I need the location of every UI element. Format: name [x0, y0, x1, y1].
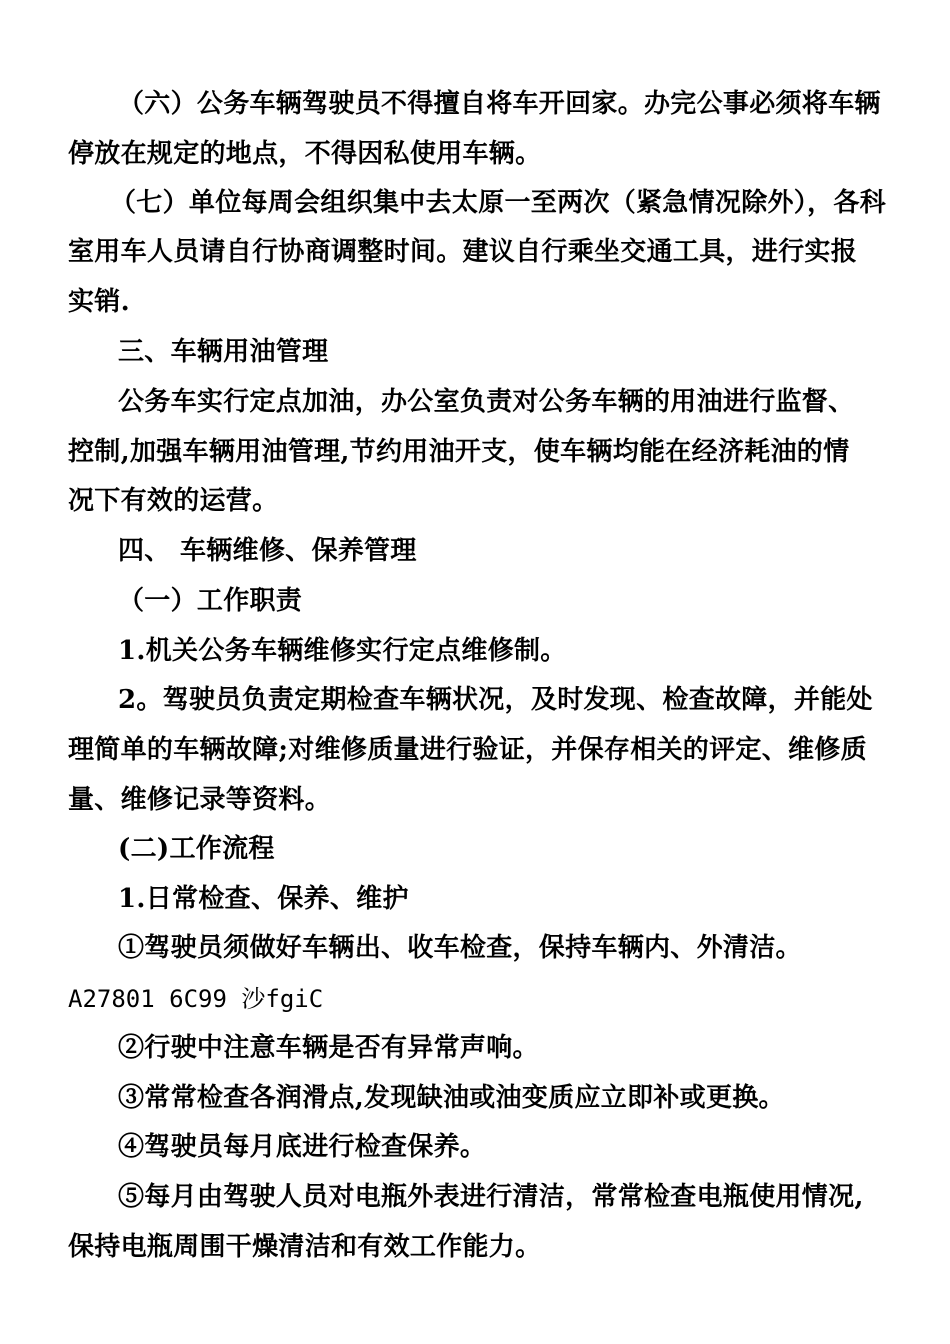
paragraph-line: 公务车实行定点加油，办公室负责对公务车辆的用油进行监督、 [118, 387, 855, 417]
paragraph-line: （七）单位每周会组织集中去太原一至两次（紧急情况除外），各科 [110, 188, 887, 218]
subsection-heading: (二)工作流程 [118, 834, 275, 864]
paragraph-line: ③常常检查各润滑点,发现缺油或油变质应立即补或更换。 [118, 1083, 785, 1113]
paragraph-line: ①驾驶员须做好车辆出、收车检查，保持车辆内、外清洁。 [118, 933, 802, 963]
paragraph-line: 2。驾驶员负责定期检查车辆状况，及时发现、检查故障，并能处 [118, 685, 873, 715]
paragraph-line: 况下有效的运营。 [68, 486, 279, 516]
paragraph-line: 保持电瓶周围干燥清洁和有效工作能力。 [68, 1232, 542, 1262]
paragraph-line: （六）公务车辆驾驶员不得擅自将车开回家。办完公事必须将车辆 [118, 89, 881, 119]
paragraph-line: 室用车人员请自行协商调整时间。建议自行乘坐交通工具，进行实报 [68, 237, 858, 267]
section-heading: 四、 车辆维修、保养管理 [118, 536, 417, 566]
paragraph-line: 量、维修记录等资料。 [68, 785, 332, 815]
paragraph-line: 理简单的车辆故障;对维修质量进行验证，并保存相关的评定、维修质 [68, 735, 867, 765]
paragraph-line: ②行驶中注意车辆是否有异常声响。 [118, 1033, 539, 1063]
paragraph-line: 控制,加强车辆用油管理,节约用油开支，使车辆均能在经济耗油的情 [68, 437, 850, 467]
subsection-heading: （一）工作职责 [118, 586, 303, 616]
paragraph-line: ④驾驶员每月底进行检查保养。 [118, 1132, 487, 1162]
paragraph-line: ⑤每月由驾驶人员对电瓶外表进行清洁，常常检查电瓶使用情况, [118, 1182, 864, 1212]
paragraph-line: 停放在规定的地点，不得因私使用车辆。 [68, 139, 542, 169]
section-heading: 三、车辆用油管理 [118, 337, 329, 367]
paragraph-line: 1.机关公务车辆维修实行定点维修制。 [118, 636, 567, 666]
paragraph-line: 1.日常检查、保养、维护 [118, 884, 409, 914]
code-line: A27801 6C99 沙fgiC [68, 985, 324, 1013]
paragraph-line: 实销. [68, 287, 130, 317]
